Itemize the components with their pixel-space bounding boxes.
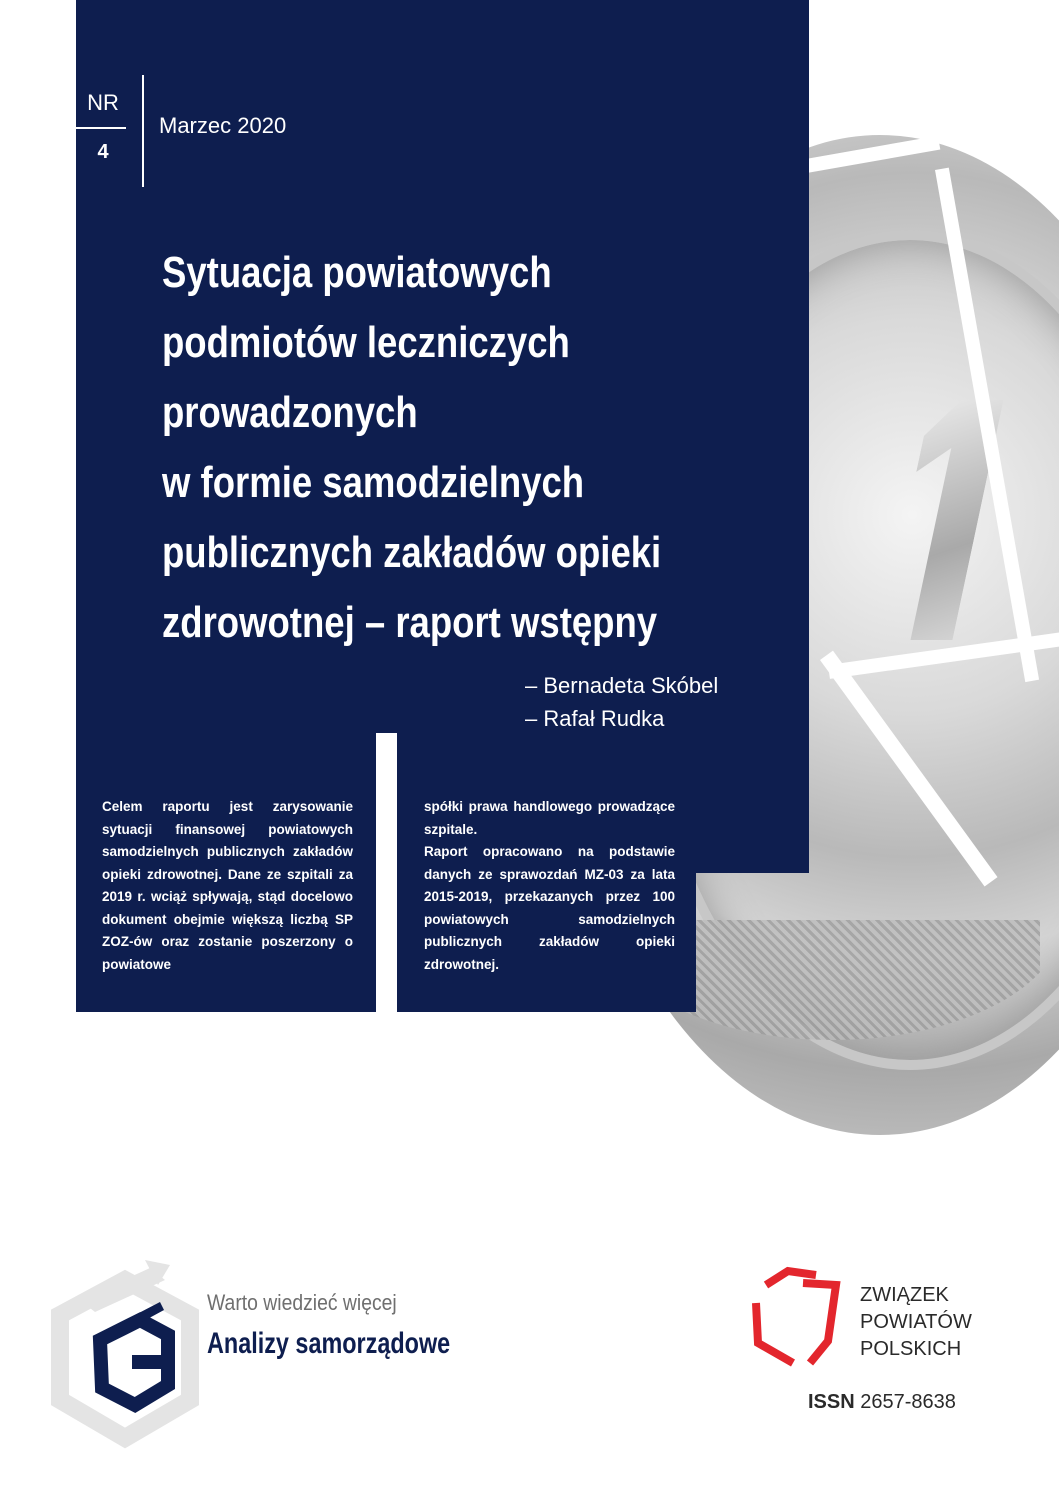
series-name: Analizy samorządowe	[207, 1327, 451, 1360]
author-1: – Bernadeta Skóbel	[525, 673, 719, 698]
header-divider	[142, 75, 144, 187]
report-title	[162, 238, 693, 658]
title-line: prowadzonych	[162, 388, 418, 437]
publisher-name-line: POWIATÓW	[860, 1311, 972, 1333]
publisher-name-line: POLSKICH	[860, 1338, 962, 1360]
abstract-paragraph: spółki prawa handlowego prowadzące szpitale.	[424, 799, 675, 837]
abstract-paragraph: Raport opracowano na podstawie danych ze sprawozdań MZ-03 za lata 2015-2019, przekazanych przez 100 powiatowych samodzielnych publicznych zakładów opieki zdrowotnej.	[424, 844, 675, 972]
title-line: podmiotów leczniczych	[162, 318, 570, 367]
issn	[808, 1391, 956, 1414]
issue-label: NR	[87, 90, 119, 115]
issue-number: 4	[97, 141, 109, 163]
abstract-column-2	[424, 796, 675, 976]
series-tagline: Warto wiedzieć więcej	[207, 1290, 397, 1315]
publication-date: Marzec 2020	[159, 113, 287, 138]
issue-divider	[74, 127, 126, 129]
publisher-logo-icon	[748, 1263, 848, 1373]
issn-label: ISSN	[808, 1391, 855, 1413]
publisher-name-line: ZWIĄZEK	[860, 1284, 949, 1306]
abstract-column-1: Celem raportu jest zarysowanie sytuacji finansowej powiatowych samodzielnych publicznych zakładów opieki zdrowotnej. Dane ze szpitali za 2019 r. wciąż spływają, stąd docelowo dokument obejmie większą liczbą SP ZOZ-ów oraz zostanie poszerzony o powiatowe	[102, 799, 353, 972]
title-line: Sytuacja powiatowych	[162, 248, 552, 297]
issn-number: 2657-8638	[860, 1391, 956, 1413]
title-line: zdrowotnej – raport wstępny	[162, 598, 658, 647]
title-line: w formie samodzielnych	[162, 458, 585, 507]
series-logo-icon	[40, 1260, 210, 1460]
title-line: publicznych zakładów opieki	[162, 528, 662, 577]
publisher-name	[860, 1282, 972, 1363]
author-2: – Rafał Rudka	[525, 706, 665, 731]
